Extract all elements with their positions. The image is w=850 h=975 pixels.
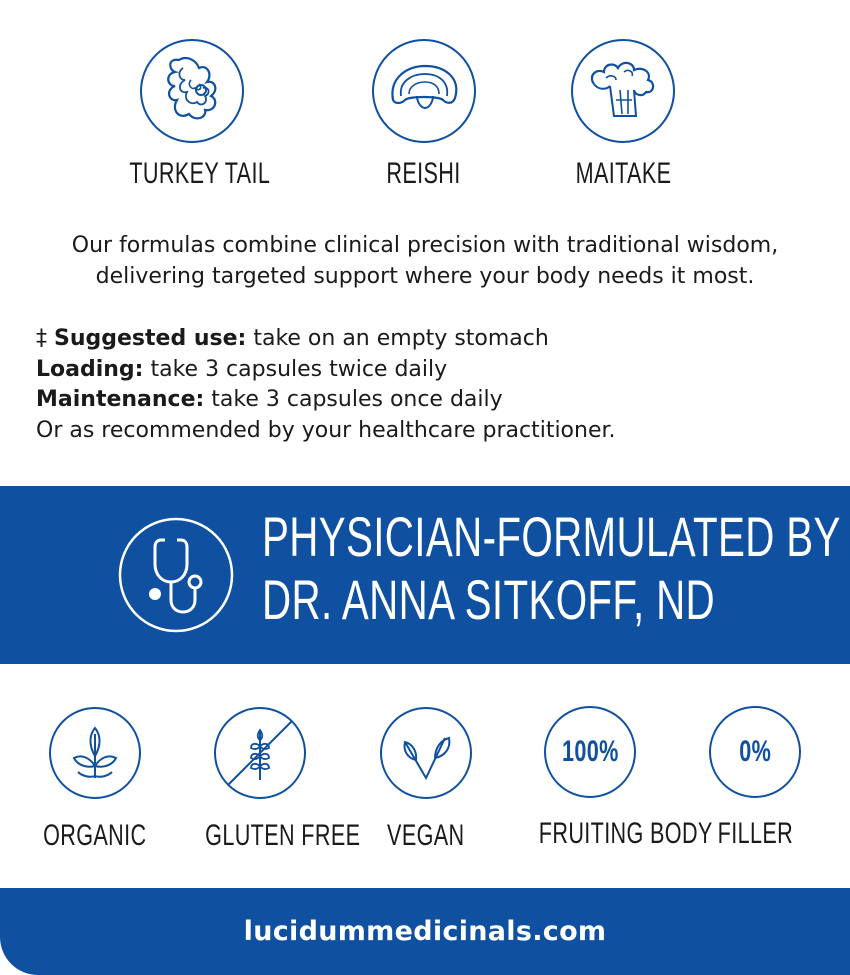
sprout-icon	[379, 706, 473, 800]
banner-line-1: PHYSICIAN-FORMULATED BY	[262, 505, 841, 568]
maintenance-label: Maintenance:	[36, 387, 205, 412]
filler-percent-circle	[709, 706, 801, 798]
suggested-use-line: ‡ Suggested use: take on an empty stomach	[36, 326, 549, 351]
product-badges-row	[0, 700, 850, 870]
mushroom-reishi	[334, 38, 514, 191]
banner-line-2: DR. ANNA SITKOFF, ND	[262, 568, 716, 631]
badge-organic-label: ORGANIC	[43, 819, 147, 852]
badge-fruiting-body-label: FRUITING BODY	[538, 817, 713, 850]
maintenance-line: Maintenance: take 3 capsules once daily	[36, 387, 503, 412]
maitake-mushroom-icon	[570, 38, 676, 144]
mushroom-icons-row	[0, 0, 850, 200]
intro-line-1: Our formulas combine clinical precision with traditional wisdom,	[71, 233, 779, 258]
footer-bar	[0, 888, 850, 975]
reishi-label: REISHI	[386, 157, 462, 190]
intro-line-2: delivering targeted support where your body needs it most.	[95, 264, 755, 289]
maitake-label: MAITAKE	[575, 157, 671, 190]
badge-vegan	[341, 706, 511, 853]
badge-gluten-free-label: GLUTEN FREE	[205, 819, 361, 852]
practitioner-note: Or as recommended by your healthcare practitioner.	[36, 417, 616, 443]
turkey-tail-mushroom-icon	[139, 38, 245, 144]
website-link[interactable]: lucidummedicinals.com	[243, 916, 607, 947]
banner-text	[262, 506, 850, 632]
fruiting-body-percent-circle	[544, 706, 636, 798]
reishi-mushroom-icon	[371, 38, 477, 144]
mushroom-maitake	[533, 38, 713, 191]
leaf-icon	[48, 706, 142, 800]
suggested-use-label: Suggested use:	[54, 326, 247, 351]
badge-filler-label: FILLER	[717, 817, 793, 850]
badge-filler	[670, 706, 840, 851]
intro-text	[0, 230, 850, 292]
physician-banner	[0, 486, 850, 664]
fruiting-body-percent: 100%	[561, 735, 619, 768]
no-wheat-icon	[213, 706, 307, 800]
turkey-tail-label: TURKEY TAIL	[129, 157, 271, 190]
loading-line: Loading: take 3 capsules twice daily	[36, 356, 448, 382]
stethoscope-icon	[117, 516, 235, 634]
filler-percent: 0%	[739, 735, 771, 768]
mushroom-turkey-tail	[102, 38, 282, 191]
usage-directions	[36, 324, 816, 446]
badge-organic	[10, 706, 180, 853]
badge-fruiting-body	[505, 706, 713, 851]
badge-gluten-free	[175, 706, 361, 853]
loading-label: Loading:	[36, 356, 144, 382]
badge-vegan-label: VEGAN	[387, 819, 465, 852]
